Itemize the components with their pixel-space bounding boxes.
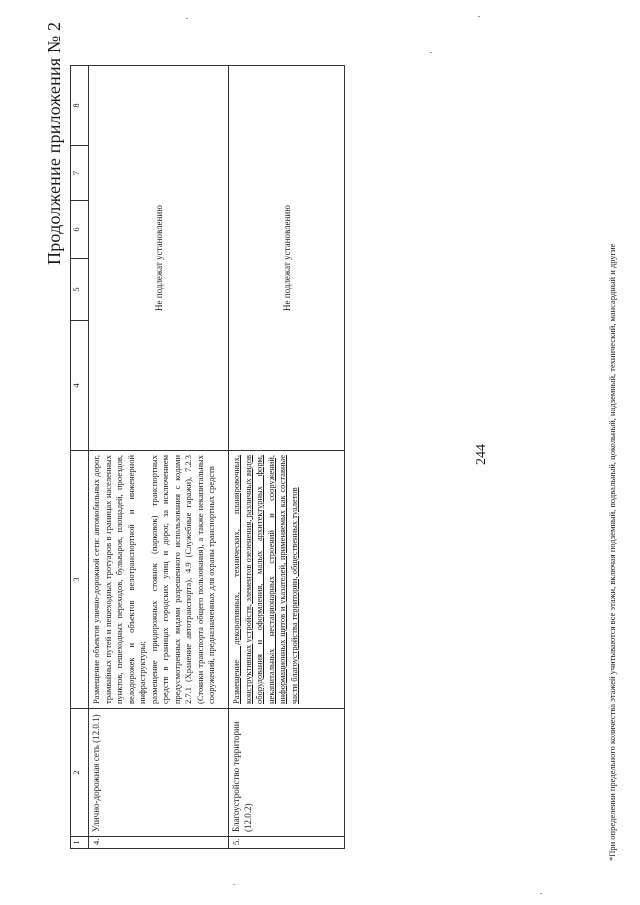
description-paragraph: Размещение объектов улично-дорожной сети: автомобильных дорог, трамвайных путей и пешеходных тротуаров в границах населенных пунктов, пешеходных переходов, бульваров, площадей, проездов, велодорожек и объектов велотранспортной и инженерной инфраструктуры; — [91, 455, 147, 704]
use-type-description — [89, 451, 229, 709]
header-row — [71, 66, 89, 849]
use-type-description — [229, 451, 345, 709]
parameters-merged-cell: Не подлежат установлению — [89, 66, 229, 451]
use-type-name: Благоустройство территории (12.0.2) — [229, 709, 345, 837]
row-number: 5. — [229, 837, 345, 849]
header-cell: 6 — [71, 201, 89, 259]
scan-speck — [478, 16, 480, 17]
description-paragraph: размещение придорожных стоянок (парковок) транспортных средств в границах городских улиц и дорог, за исключением предусмотренных видами разрешенного использования с кодами 2.7.1 (Хранение автотранспорта), 4.9 (Служебные гаражи), 7.2.3 (Стоянки транспорта общего пользования), а также некапитальных сооружений, предназначенных для охраны транспортных средств — [148, 455, 216, 704]
parameters-merged-cell: Не подлежат установлению — [229, 66, 345, 451]
header-cell: 4 — [71, 321, 89, 451]
header-cell: 8 — [71, 66, 89, 146]
scan-speck — [233, 884, 235, 885]
use-type-name: Улично-дорожная сеть (12.0.1) — [89, 709, 229, 837]
table-row — [89, 66, 229, 849]
header-cell: 1 — [71, 837, 89, 849]
row-number: 4. — [89, 837, 229, 849]
header-cell: 7 — [71, 146, 89, 201]
header-cell: 2 — [71, 709, 89, 837]
description-paragraph: Размещение декоративных, технических, планировочных, конструктивных устройств, элементов озеленения, различных видов оборудования и оформления, малых архитектурных форм, некапитальных нестационарных строений и сооружений, информационных щитов и указателей, применяемых как составные части благоустройства территории, общественных туалетов — [231, 455, 299, 704]
header-cell: 3 — [71, 451, 89, 709]
continuation-title: Продолжение приложения № 2 — [44, 21, 64, 265]
footnote: *При определении предельного количества этажей учитываются все этажи, включая подземный, подвальный, цокольный, надземный, технический, мансардный и другие — [607, 243, 617, 861]
page-number: 244 — [474, 444, 489, 465]
land-use-table — [70, 65, 345, 849]
scan-speck — [186, 18, 188, 19]
table-row — [229, 66, 345, 849]
scan-speck — [540, 893, 542, 894]
scan-speck — [430, 52, 432, 53]
header-cell: 5 — [71, 259, 89, 321]
